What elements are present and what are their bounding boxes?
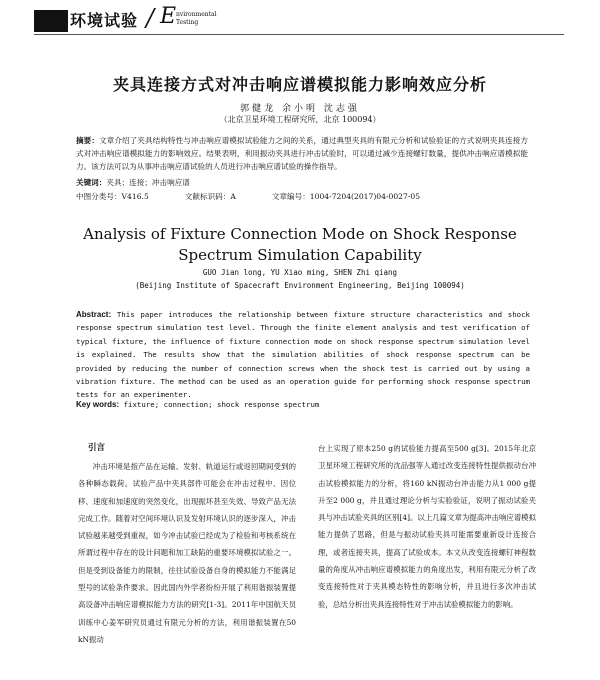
keywords-en-text: fixture; connection; shock response spectrum <box>123 400 320 409</box>
header-slash: / <box>146 4 155 32</box>
authors-cn: 郭健龙 余小明 沈志强 <box>240 104 360 114</box>
keywords-cn <box>76 177 528 188</box>
body-column-right <box>318 440 536 613</box>
abstract-cn-label: 摘要： <box>76 136 99 145</box>
intro-heading: 引言 <box>88 443 106 453</box>
header-black-block <box>34 10 68 32</box>
journal-title-cn: 环境试验 <box>70 11 139 30</box>
authors-en: GUO Jian long, YU Xiao ming, SHEN Zhi qiang <box>202 268 398 277</box>
keywords-cn-label: 关键词： <box>76 178 107 187</box>
keywords-en-label: Key words: <box>76 400 120 409</box>
class-number: 中图分类号：V416.5 <box>76 192 149 201</box>
affiliation-en: (Beijing Institute of Spacecraft Environment Engineering, Beijing 100094) <box>135 281 465 290</box>
abstract-en-text: This paper introduces the relationship between fixture structure characteristics and shock response spectrum simulation test level. Through the finite element analysis and test verification of typical fixture, the influence of fixture connection mode on shock response spectrum simulation level is explained. The results show that the simulation abilities of shock response spectrum can be provided by reducing the number of connection screws when the shock test is carried out by using a vibration fixture. The method can be used as an operation guide for performing shock response spectrum tests for an experimenter. <box>76 310 530 400</box>
article-number: 文章编号：1004-7204(2017)04-0027-05 <box>271 192 421 201</box>
intro-paragraph-right: 台上实现了原本250 g的试验能力提高至500 g[3]。2015年北京卫星环境工程研究所的沈品强等人通过改变连接特性提供振动台冲击试验模拟能力的分析，将160 kN振动台冲击能力从1 000 g提升至2 000 g，并且通过理论分析与实验验证，说明了振动试验夹具与冲击试验夹具的区别[4]。以上几篇文章为提高冲击响应谱模拟能力提供了思路，但是与振动试验夹具可能需要重新设计连接合理，或者连接夹具，提高了试验成本。本文从改变连接螺钉神程数量的角度从冲击响应谱模拟能力的角度出发，利用有限元分析了改变连接特性对于夹具模态特性的影响分析，并且进行多次冲击试验，总结分析出夹具连接特性对于冲击试验模拟能力的影响。 <box>318 444 536 609</box>
header-divider <box>34 34 564 35</box>
paper-title-en: Analysis of Fixture Connection Mode on Shock Response Spectrum Simulation Capability <box>83 225 517 264</box>
body-column-left <box>78 440 296 648</box>
journal-title-en-line2: Testing <box>176 19 199 26</box>
classification-row <box>76 191 528 202</box>
abstract-cn-text: 文章介绍了夹具结构特性与冲击响应谱模拟试验能力之间的关系，通过典型夹具的有限元分析和试验验证的方式说明夹具连接方式对冲击响应谱模拟能力的影响效应。结果表明，利用振动夹具进行冲击试验时，可以通过减少连接螺钉数量，提供冲击响应谱模拟能力。该方法可以为从事冲击响应谱试验的人员进行冲击响应谱试验的操作指导。 <box>76 136 529 171</box>
paper-title-cn: 夹具连接方式对冲击响应谱模拟能力影响效应分析 <box>112 75 487 94</box>
intro-paragraph-left: 冲击环境是指产品在运输、发射、轨道运行或返回期间受到的各种瞬态载荷。试验产品中夹具部件可能会在冲击过程中、因位移、速度和加速度的突然变化，出现振坏甚至失效、导致产品无法完成工作。随着对空间环境认识及发射环境认识的逐步深入，冲击试验越来越受到重视，如今冲击试验已经成为了检验和考核系统在所谓过程中存在的设计问题和加工缺陷的重要环境模拟试验之一。但是受到设备能力的限制，往往试验设备自身的模拟能力不能满足型号的试验条件要求。因此国内外学者纷纷开展了利用谐振装置提高设备冲击响应谱模拟能力方法的研究[1-3]。2011年中国航天员训练中心姜军研究员通过有限元分析的方法，利用谐振装置在50 kN振动 <box>78 462 296 644</box>
journal-header <box>0 0 600 40</box>
keywords-cn-text: 夹具；连接；冲击响应谱 <box>106 178 190 187</box>
keywords-en <box>76 400 530 409</box>
journal-title-en-line1: nvironmental <box>176 11 217 18</box>
abstract-en <box>76 308 530 402</box>
affiliation-cn: （北京卫星环境工程研究所，北京 100094） <box>219 115 381 124</box>
abstract-en-label: Abstract: <box>76 310 112 319</box>
abstract-cn <box>76 134 528 173</box>
journal-logo-initial: E <box>160 4 177 29</box>
document-code: 文献标识码：A <box>184 192 236 201</box>
journal-title-en <box>176 11 217 27</box>
